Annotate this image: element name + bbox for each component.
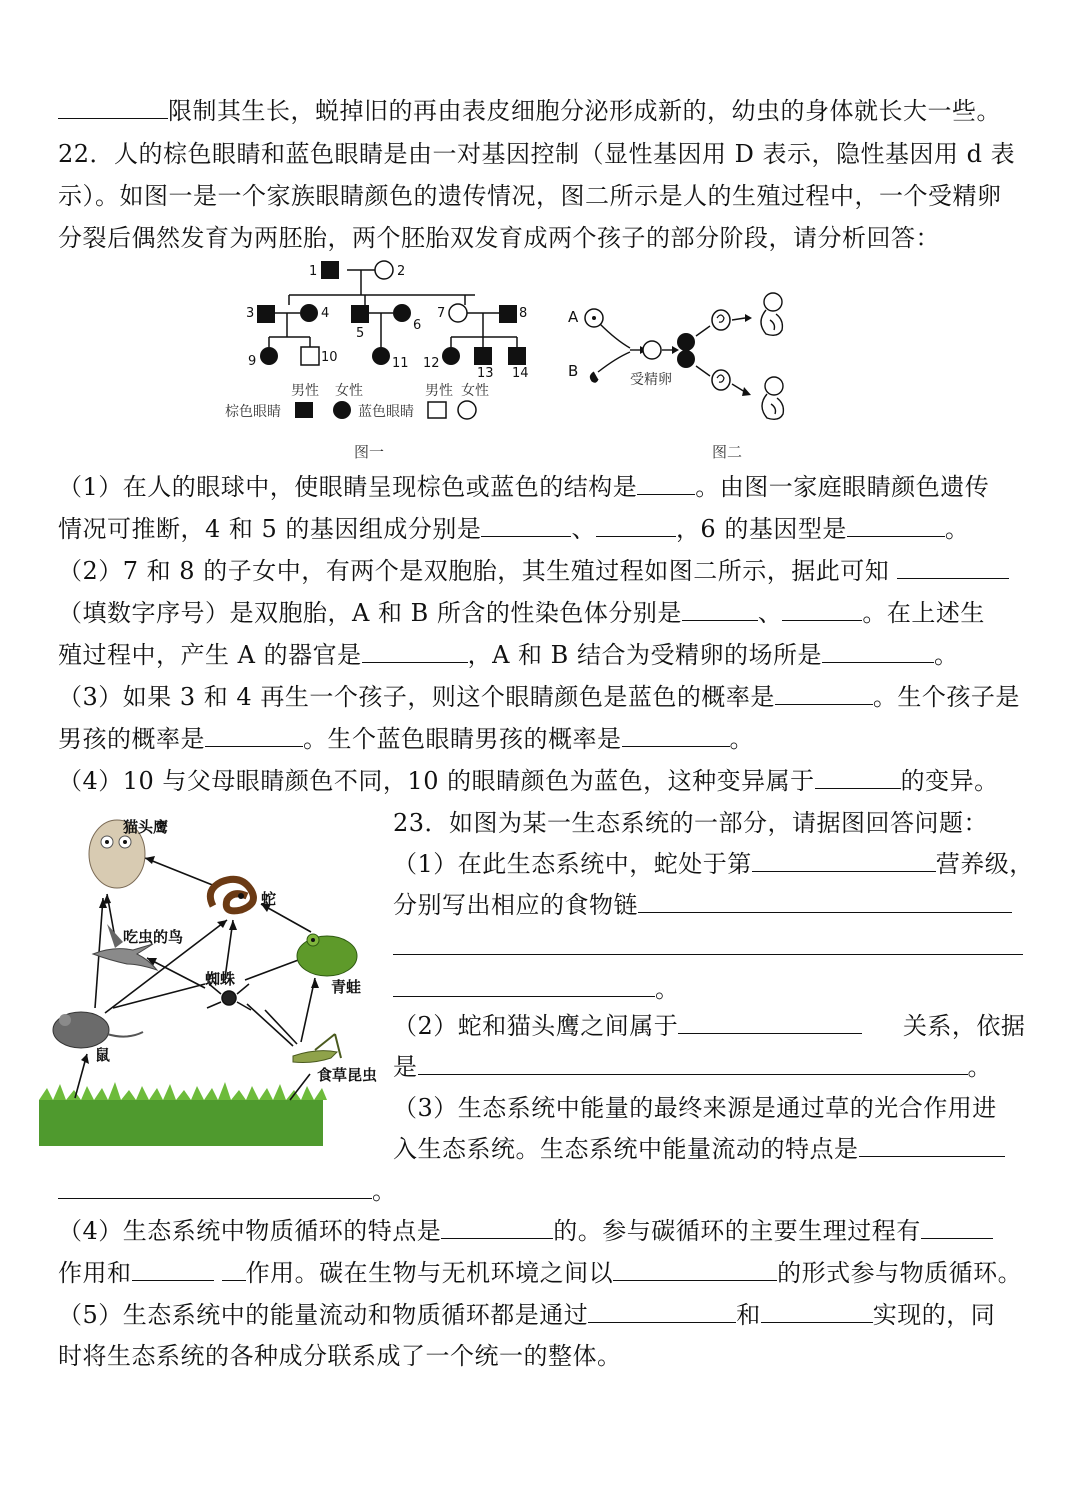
q22-p2-line1 (58, 556, 1009, 586)
answer-blank[interactable] (761, 1300, 873, 1323)
owl-label: 猫头鹰 (123, 818, 169, 836)
q22-p2-line3 (58, 640, 958, 670)
q23-s2-line1 (393, 1011, 1025, 1041)
snake-image (210, 879, 253, 911)
grasshopper-image (293, 1034, 341, 1063)
egg-label-a: A (568, 308, 579, 326)
fetus-icon (762, 377, 783, 419)
text: 。在上述生 (862, 599, 985, 627)
text: 。生个孩子是 (872, 683, 1020, 711)
mouse-label: 鼠 (95, 1046, 111, 1064)
answer-blank[interactable] (782, 598, 862, 621)
answer-blank[interactable] (921, 1216, 993, 1239)
pedigree-13-brown-male (474, 347, 492, 365)
pedigree-7-blue-female (449, 304, 467, 322)
answer-blank[interactable] (58, 96, 168, 119)
fig2-caption: 图二 (712, 443, 743, 461)
pedigree-label: 6 (413, 318, 422, 333)
zygote-label: 受精卵 (630, 372, 672, 388)
q23-s3-line3 (58, 1176, 397, 1206)
answer-blank[interactable] (393, 974, 655, 997)
pedigree-9-brown-female (260, 347, 278, 365)
q23-s3-line2 (393, 1134, 1005, 1164)
text: 作用和 (58, 1259, 132, 1287)
text: 、 (571, 515, 596, 543)
text: 殖过程中，产生 A 的器官是 (58, 641, 362, 669)
text: 。 (372, 1177, 397, 1205)
legend-female: 女性 (335, 383, 363, 399)
q22-stem-line2: 示）。如图一是一个家族眼睛颜色的遗传情况，图二所示是人的生殖过程中，一个受精卵 (58, 182, 1002, 210)
text: 的形式参与物质循环。 (777, 1259, 1023, 1287)
answer-blank[interactable] (847, 514, 945, 537)
sperm-label-b: B (568, 362, 579, 380)
pedigree-label: 10 (321, 350, 338, 365)
q23-s1-line3 (393, 932, 1023, 962)
food-web-figure (35, 808, 380, 1153)
text: （填数字序号）是双胞胎，A 和 B 所含的性染色体分别是 (58, 599, 682, 627)
pedigree-label: 8 (519, 306, 528, 321)
snake-label: 蛇 (261, 890, 277, 908)
answer-blank[interactable] (222, 1258, 246, 1281)
pedigree-label: 4 (321, 306, 330, 321)
frog-label: 青蛙 (331, 978, 362, 996)
q23-s1-line1 (393, 849, 1034, 879)
text: （3）如果 3 和 4 再生一个孩子，则这个眼睛颜色是蓝色的概率是 (58, 683, 775, 711)
legend-blue-eyes: 蓝色眼睛 (358, 404, 414, 420)
answer-blank[interactable] (775, 682, 873, 705)
answer-blank[interactable] (588, 1300, 736, 1323)
legend-blue-female-swatch (458, 401, 476, 419)
text: 的。参与碳循环的主要生理过程有 (553, 1217, 921, 1245)
pedigree-label: 2 (397, 264, 406, 279)
q22-p3-line1 (58, 682, 1020, 712)
text: 男孩的概率是 (58, 725, 205, 753)
frog-image (297, 934, 357, 976)
q23-s3-line1: （3）生态系统中能量的最终来源是通过草的光合作用进 (393, 1094, 997, 1122)
answer-blank[interactable] (637, 472, 695, 495)
answer-blank[interactable] (822, 640, 934, 663)
q22-p4-line (58, 766, 999, 796)
text: （4）生态系统中物质循环的特点是 (58, 1217, 442, 1245)
mouse-image (53, 1012, 143, 1048)
twins-figure (560, 280, 810, 470)
text: 。由图一家庭眼睛颜色遗传 (695, 473, 990, 501)
text: 。 (729, 725, 754, 753)
text: ，A 和 B 结合为受精卵的场所是 (467, 641, 822, 669)
pedigree-8-brown-male (499, 305, 517, 323)
fetus-icon (761, 293, 782, 335)
text: 作用。碳在生物与无机环境之间以 (245, 1259, 614, 1287)
pedigree-label: 5 (356, 326, 365, 341)
pedigree-figure (215, 255, 555, 470)
q22-p3-line2 (58, 724, 754, 754)
q22-stem-line1: 22．人的棕色眼睛和蓝色眼睛是由一对基因控制（显性基因用 D 表示，隐性基因用 d 表 (58, 140, 1016, 168)
bird-label: 吃虫的鸟 (123, 928, 184, 946)
q23-s4-line2 (58, 1258, 1022, 1288)
pedigree-2-blue-female (375, 261, 393, 279)
pedigree-label: 7 (437, 306, 446, 321)
q23-title: 23．如图为某一生态系统的一部分，请据图回答问题： (393, 809, 989, 837)
answer-blank[interactable] (815, 766, 901, 789)
text: 。 (655, 975, 680, 1003)
zygote-icon (643, 341, 661, 359)
q22-p1-line1 (58, 472, 989, 502)
text: 和 (736, 1301, 761, 1329)
answer-blank[interactable] (393, 932, 1023, 955)
sperm-cell-icon (590, 372, 598, 382)
q22-p2-line2 (58, 598, 985, 628)
answer-blank[interactable] (418, 1052, 968, 1075)
pedigree-3-brown-male (257, 305, 275, 323)
text: 。 (944, 515, 970, 543)
legend-male-2: 男性 (425, 383, 453, 399)
pedigree-label: 12 (423, 356, 440, 371)
text: 。 (967, 1053, 992, 1081)
grass-image (39, 1082, 327, 1146)
answer-blank[interactable] (362, 640, 468, 663)
q22-stem-line3: 分裂后偶然发育为两胚胎，两个胚胎双发育成两个孩子的部分阶段，请分析回答： (58, 224, 940, 252)
legend-brown-male-swatch (295, 402, 313, 418)
q23-s2-line2 (393, 1052, 992, 1082)
q23-s4-line1 (58, 1216, 993, 1246)
text: 。 (933, 641, 959, 669)
text: 关系，依据 (902, 1012, 1026, 1040)
embryo-icon (712, 310, 730, 330)
text: 入生态系统。生态系统中能量流动的特点是 (393, 1135, 859, 1163)
text: 情况可推断，4 和 5 的基因组成分别是 (58, 515, 482, 543)
q23-s5-line2: 时将生态系统的各种成分联系成了一个统一的整体。 (58, 1342, 622, 1370)
q21-tail-text: 限制其生长，蜕掉旧的再由表皮细胞分泌形成新的，幼虫的身体就长大一些。 (168, 97, 1001, 125)
answer-blank[interactable] (58, 1176, 372, 1199)
two-cell-embryo-icon (677, 333, 695, 351)
fig1-caption: 图一 (354, 443, 385, 461)
answer-blank[interactable] (622, 724, 730, 747)
text: （1）在此生态系统中，蛇处于第 (393, 850, 752, 878)
text: 实现的，同 (872, 1301, 996, 1329)
q21-tail-line (58, 96, 1001, 126)
legend-brown-female-swatch (333, 401, 351, 419)
q23-s5-line1 (58, 1300, 995, 1330)
answer-blank[interactable] (205, 724, 303, 747)
text: 的变异。 (900, 767, 999, 795)
answer-blank[interactable] (682, 598, 758, 621)
pedigree-6-brown-female (393, 304, 411, 322)
text: ，6 的基因型是 (675, 515, 847, 543)
embryo-icon (712, 370, 730, 390)
pedigree-12-brown-female (442, 347, 460, 365)
pedigree-14-brown-male (508, 347, 526, 365)
answer-blank[interactable] (859, 1134, 1005, 1157)
legend-blue-male-swatch (428, 402, 446, 418)
answer-blank[interactable] (752, 849, 936, 872)
answer-blank[interactable] (132, 1258, 214, 1281)
pedigree-4-brown-female (300, 304, 318, 322)
q22-p1-line2 (58, 514, 969, 544)
text: 是 (393, 1053, 418, 1081)
legend-brown-eyes: 棕色眼睛 (225, 404, 281, 420)
pedigree-label: 3 (246, 306, 255, 321)
text: （2）蛇和猫头鹰之间属于 (393, 1012, 679, 1040)
pedigree-1-brown-male (321, 261, 339, 279)
text: 。生个蓝色眼睛男孩的概率是 (303, 725, 622, 753)
pedigree-label: 13 (477, 366, 494, 381)
answer-blank[interactable] (613, 1258, 777, 1281)
text: （2）7 和 8 的子女中，有两个是双胞胎，其生殖过程如图二所示，据此可知 (58, 557, 890, 585)
legend-male: 男性 (291, 383, 319, 399)
pedigree-label: 14 (512, 366, 529, 381)
answer-blank[interactable] (638, 890, 1012, 913)
text: （1）在人的眼球中，使眼睛呈现棕色或蓝色的结构是 (58, 473, 638, 501)
q23-s1-line4 (393, 974, 680, 1004)
answer-blank[interactable] (481, 514, 571, 537)
text: （5）生态系统中的能量流动和物质循环都是通过 (58, 1301, 589, 1329)
pedigree-label: 1 (309, 264, 318, 279)
pedigree-5-brown-male (351, 305, 369, 323)
q23-s1-line2 (393, 890, 1012, 920)
text: 营养级， (935, 850, 1034, 878)
answer-blank[interactable] (441, 1216, 553, 1239)
pedigree-label: 9 (248, 354, 257, 369)
legend-female-2: 女性 (461, 383, 489, 399)
pedigree-10-blue-male (301, 347, 319, 365)
spider-label: 蜘蛛 (205, 970, 236, 988)
insect-label: 食草昆虫 (317, 1066, 378, 1084)
answer-blank[interactable] (897, 556, 1009, 579)
text: 、 (757, 599, 783, 627)
answer-blank[interactable] (678, 1011, 862, 1034)
answer-blank[interactable] (596, 514, 676, 537)
text: 分别写出相应的食物链 (393, 891, 638, 919)
pedigree-label: 11 (392, 356, 409, 371)
text: （4）10 与父母眼睛颜色不同，10 的眼睛颜色为蓝色，这种变异属于 (58, 767, 815, 795)
pedigree-11-brown-female (372, 347, 390, 365)
